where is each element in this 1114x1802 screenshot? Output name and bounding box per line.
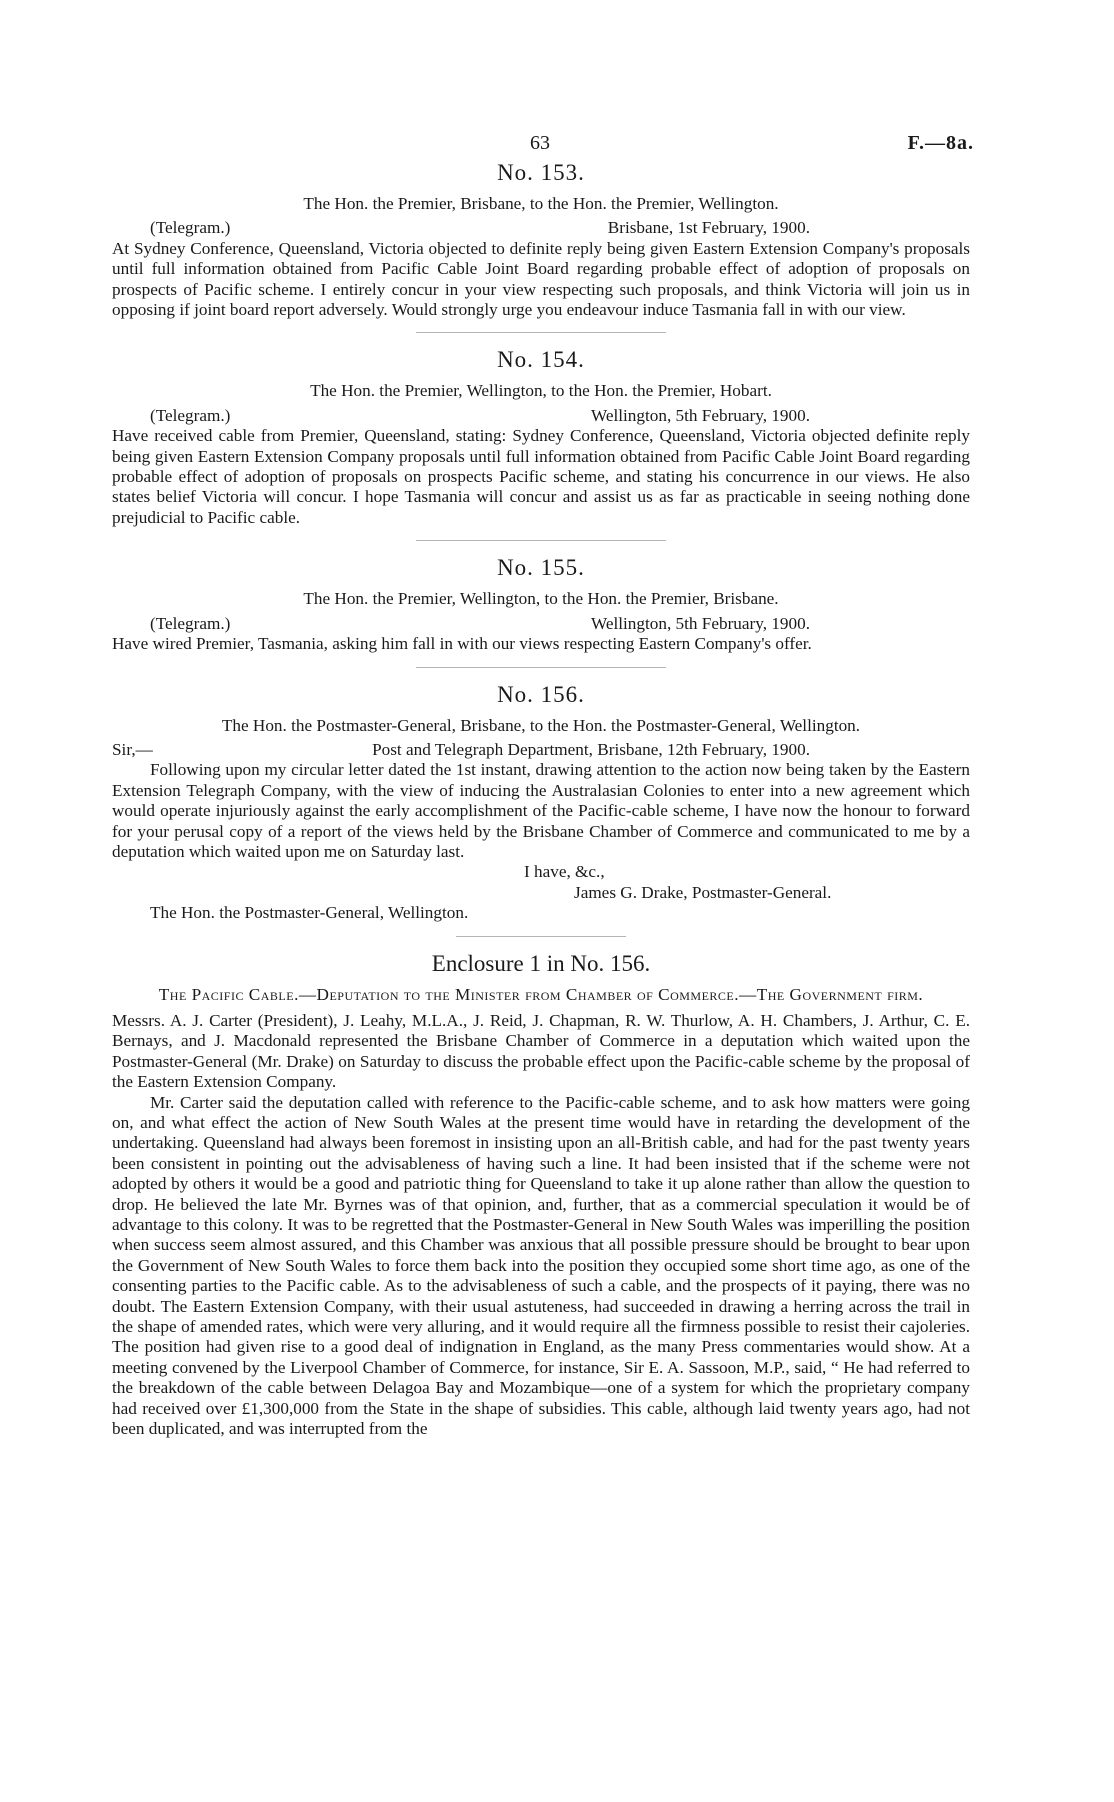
series-code: F.—8a. (907, 132, 974, 154)
item-type: (Telegram.) (150, 405, 231, 425)
letter-salutation: Sir,— (112, 739, 153, 759)
item-153 (112, 160, 970, 320)
item-date: Wellington, 5th February, 1900. (591, 405, 810, 425)
letter-signature: James G. Drake, Postmaster-General. (574, 882, 832, 902)
item-154 (112, 347, 970, 528)
item-body: Have received cable from Premier, Queensland, stating: Sydney Conference, Queensland, Victoria objected definite reply being given Eastern Extension Company proposals until full information obtained from Pacific Cable Joint Board regarding probable effect of adoption of proposals on prospects Pacific scheme, and stating his concurrence in our views. He also states belief Victoria will concur. I hope Tasmania will concur and assist us as far as practicable in seeing nothing done prejudicial to Pacific cable. (112, 426, 970, 527)
item-date: Wellington, 5th February, 1900. (591, 613, 810, 633)
letter-addressee: The Hon. the Postmaster-General, Wellington. (150, 903, 469, 923)
item-number: No. 154. (497, 347, 585, 373)
item-route: The Hon. the Premier, Wellington, to the Hon. the Premier, Hobart. (310, 381, 772, 401)
section-divider (416, 540, 666, 541)
section-divider (456, 936, 626, 937)
item-body: Have wired Premier, Tasmania, asking him fall in with our views respecting Eastern Company's offer. (112, 634, 812, 654)
item-number: No. 156. (497, 681, 585, 707)
item-number: No. 153. (497, 160, 585, 185)
item-meta (112, 614, 970, 634)
page-number: 63 (530, 132, 550, 154)
letter-body: Following upon my circular letter dated the 1st instant, drawing attention to the action now being taken by the Eastern Extension Telegraph Company, with the view of inducing the Australasian Colonies to enter into a new agreement which would operate injuriously against the early accomplishment of the Pacific-cable scheme, I have now the honour to forward for your perusal copy of a report of the views held by the Brisbane Chamber of Commerce and communicated to me by a deputation which waited upon me on Saturday last. (112, 760, 970, 861)
item-route: The Hon. the Premier, Brisbane, to the Hon. the Premier, Wellington. (303, 194, 779, 213)
item-body: At Sydney Conference, Queensland, Victoria objected to definite reply being given Eastern Extension Company's proposals until full information obtained from Pacific Cable Joint Board regarding probable effect of adoption of proposals on prospects of Pacific scheme. I entirely concur in your view respecting such proposals, and think Victoria will join us in opposing if joint board report adversely. Would strongly urge you endeavour induce Tasmania fall in with our view. (112, 238, 970, 320)
item-type: (Telegram.) (150, 218, 231, 238)
item-meta (112, 218, 970, 238)
item-type: (Telegram.) (150, 613, 231, 633)
item-route: The Hon. the Postmaster-General, Brisbane, to the Hon. the Postmaster-General, Wellington. (221, 715, 861, 735)
letter-meta (112, 740, 970, 760)
item-number: No. 155. (497, 555, 585, 581)
item-date: Brisbane, 1st February, 1900. (607, 218, 810, 238)
enclosure-heading: The Pacific Cable.—Deputation to the Minister from Chamber of Commerce.—The Government firm. (158, 984, 924, 1004)
section-divider (416, 332, 666, 333)
item-155 (112, 555, 970, 654)
item-route: The Hon. the Premier, Wellington, to the Hon. the Premier, Brisbane. (303, 589, 779, 609)
enclosure-1 (112, 951, 970, 1440)
item-156 (112, 682, 970, 924)
enclosure-paragraph: Messrs. A. J. Carter (President), J. Leahy, M.L.A., J. Reid, J. Chapman, R. W. Thurlow, A. H. Chambers, J. Arthur, C. E. Bernays, and J. Macdonald represented the Brisbane Chamber of Commerce in a deputation which waited upon the Postmaster-General (Mr. Drake) on Saturday to discuss the probable effect upon the Pacific-cable scheme by the proposal of the Eastern Extension Company. (112, 1010, 970, 1092)
letter-closing: I have, &c., (524, 862, 605, 882)
enclosure-paragraph: Mr. Carter said the deputation called with reference to the Pacific-cable scheme, and to ask how matters were going on, and what effect the action of New South Wales at the present time would have in retarding the development of the undertaking. Queensland had always been foremost in insisting upon an all-British cable, and had for the past twenty years been consistent in pointing out the advisableness of having such a line. It had been insisted that if the scheme were not adopted by others it would be a good and patriotic thing for Queensland to take it up alone rather than allow the question to drop. He believed the late Mr. Byrnes was of that opinion, and, further, that as a commercial speculation it would be of advantage to this colony. It was to be regretted that the Postmaster-General in New South Wales was imperilling the position when success seem almost assured, and this Chamber was anxious that all possible pressure should be brought to bear upon the Government of New South Wales to force them back into the position they occupied some short time ago, as one of the consenting parties to the Pacific cable. As to the advisableness of such a cable, and the prospects of it paying, there was no doubt. The Eastern Extension Company, with their usual astuteness, had succeeded in drawing a herring across the trail in the shape of amended rates, which were very alluring, and it would require all the firmness possible to resist their cajoleries. The position had given rise to a good deal of indignation in England, as the many Press commentaries would show. At a meeting convened by the Liverpool Chamber of Commerce, for instance, Sir E. A. Sassoon, M.P., said, “ He had referred to the breakdown of the cable between Delagoa Bay and Mozambique—one of a system for which the proprietary company had received over £1,300,000 from the State in the shape of subsidies. This cable, although laid twenty years ago, had not been duplicated, and was interrupted from the (112, 1092, 970, 1439)
enclosure-title: Enclosure 1 in No. 156. (431, 950, 651, 976)
item-meta (112, 406, 970, 426)
section-divider (416, 667, 666, 668)
letter-dateline: Post and Telegraph Department, Brisbane, 12th February, 1900. (372, 739, 810, 759)
main-column (112, 160, 970, 1440)
